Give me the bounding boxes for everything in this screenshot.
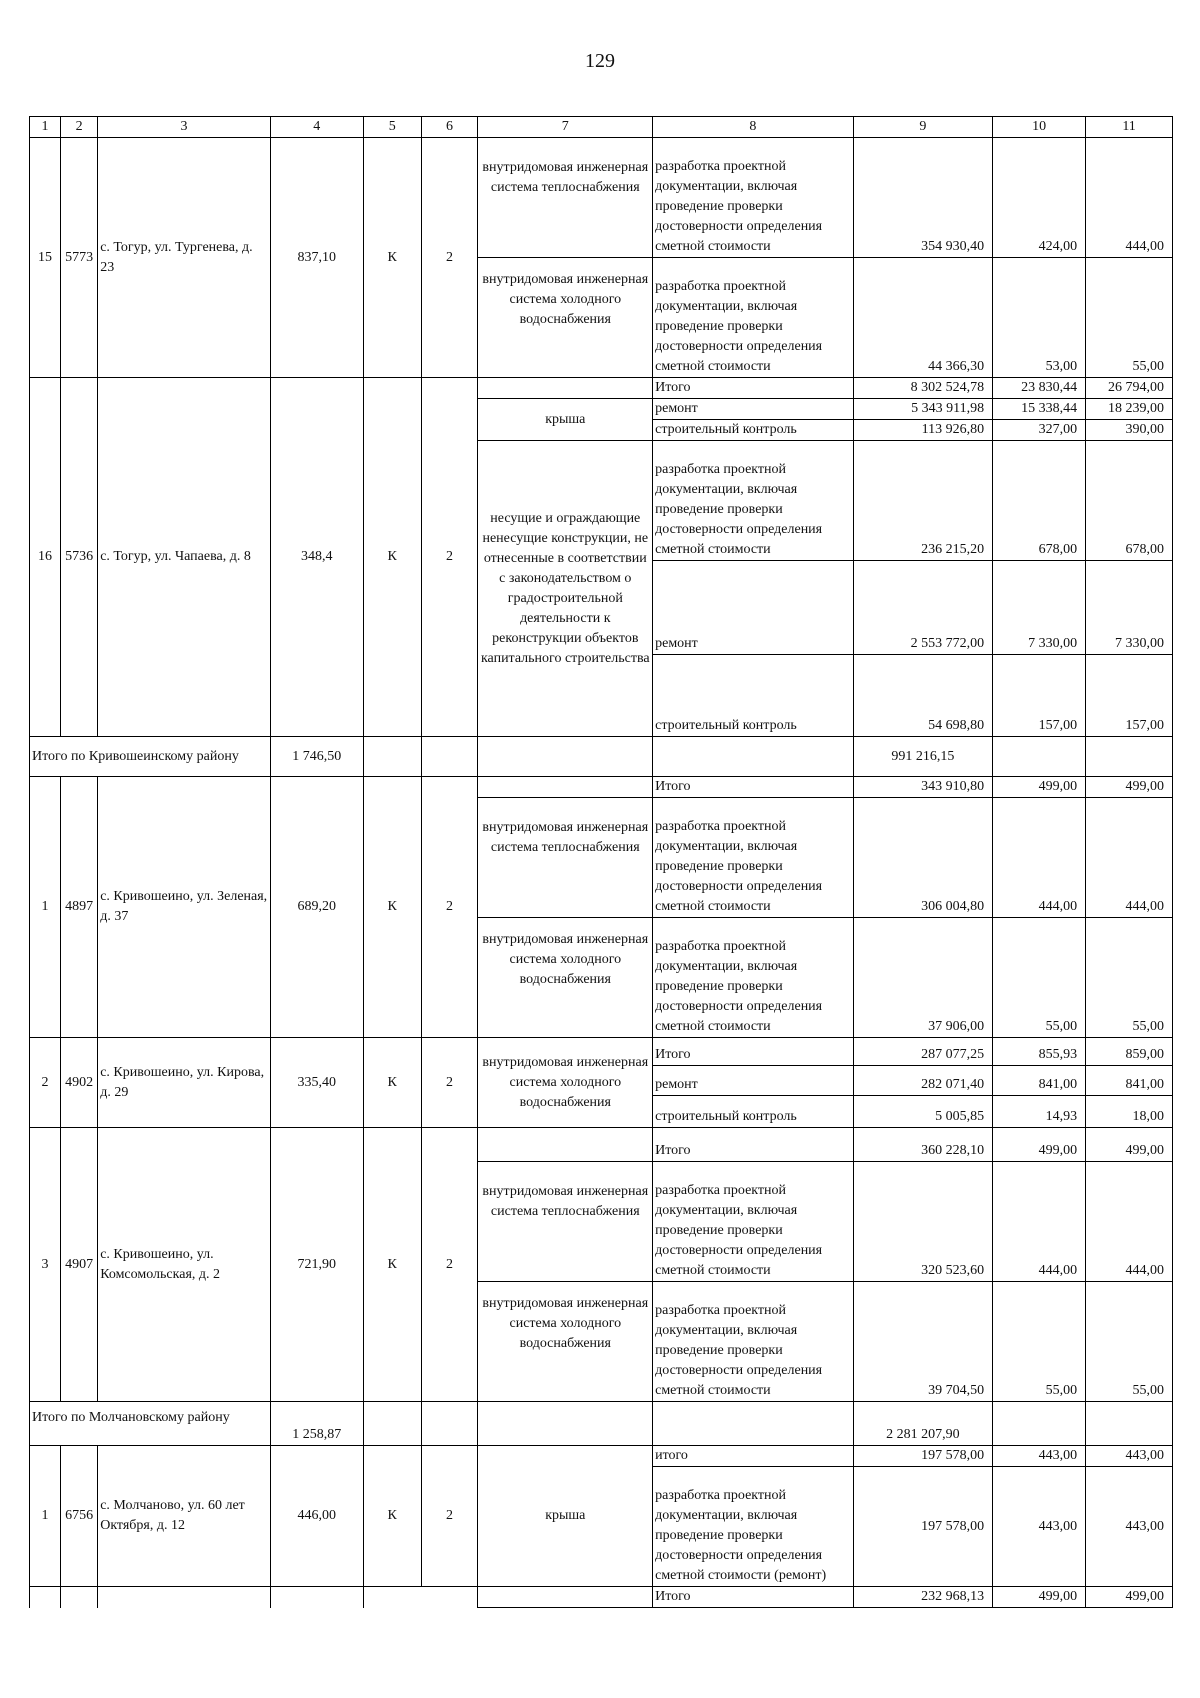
row-number: 3 (30, 1128, 61, 1402)
work-kind: разработка проектной документации, включая проведение проверки достоверности определения сметной стоимости (ремонт) (653, 1467, 853, 1587)
table-row (30, 1128, 1173, 1162)
district-subtotal-row (30, 1402, 1173, 1446)
system-name: внутридомовая инженерная система теплоснабжения (478, 1162, 653, 1282)
system-name: внутридомовая инженерная система холодного водоснабжения (478, 918, 653, 1038)
system-name: внутридомовая инженерная система теплоснабжения (478, 798, 653, 918)
cost-total: 232 968,13 (853, 1587, 993, 1608)
work-kind: разработка проектной документации, включая проведение проверки достоверности определения сметной стоимости (653, 258, 853, 378)
cost-total: 5 343 911,98 (853, 399, 993, 420)
table-row-partial (30, 1587, 1173, 1608)
column-number: 10 (993, 117, 1086, 138)
cost-per-sqm: 499,00 (993, 777, 1086, 798)
row-number: 1 (30, 777, 61, 1038)
address: с. Молчаново, ул. 60 лет Октября, д. 12 (98, 1446, 271, 1587)
empty-cell (363, 1402, 421, 1446)
cost-limit: 55,00 (1086, 1282, 1173, 1402)
house-id: 5773 (61, 138, 98, 378)
empty-cell (421, 1402, 478, 1446)
cost-per-sqm: 424,00 (993, 138, 1086, 258)
house-id: 4902 (61, 1038, 98, 1128)
empty-cell (653, 1402, 853, 1446)
empty-cell (270, 1587, 363, 1608)
cost-per-sqm: 499,00 (993, 1587, 1086, 1608)
empty-cell (993, 737, 1086, 777)
area: 689,20 (270, 777, 363, 1038)
page-number: 129 (585, 50, 615, 72)
stage: 2 (421, 1128, 478, 1402)
work-kind: разработка проектной документации, включая проведение проверки достоверности определения сметной стоимости (653, 918, 853, 1038)
repair-program-table (29, 116, 1173, 1608)
row-number: 2 (30, 1038, 61, 1128)
cost-per-sqm: 55,00 (993, 1282, 1086, 1402)
cost-limit: 18 239,00 (1086, 399, 1173, 420)
column-number: 2 (61, 117, 98, 138)
cost-limit: 443,00 (1086, 1446, 1173, 1467)
stage: 2 (421, 777, 478, 1038)
work-kind: ремонт (653, 561, 853, 655)
work-kind: строительный контроль (653, 655, 853, 737)
system-name-empty (478, 378, 653, 399)
cost-limit: 499,00 (1086, 777, 1173, 798)
table-row (30, 777, 1173, 798)
system-name: внутридомовая инженерная система холодного водоснабжения (478, 258, 653, 378)
area: 721,90 (270, 1128, 363, 1402)
column-number: 11 (1086, 117, 1173, 138)
cost-per-sqm: 157,00 (993, 655, 1086, 737)
empty-cell (363, 737, 421, 777)
area: 837,10 (270, 138, 363, 378)
work-kind: итого (653, 1446, 853, 1467)
cost-limit: 444,00 (1086, 798, 1173, 918)
cost-limit: 678,00 (1086, 441, 1173, 561)
cost-total: 236 215,20 (853, 441, 993, 561)
method: К (363, 1038, 421, 1128)
cost-limit: 157,00 (1086, 655, 1173, 737)
table-row (30, 378, 1173, 399)
column-number: 6 (421, 117, 478, 138)
column-number: 1 (30, 117, 61, 138)
cost-per-sqm: 327,00 (993, 420, 1086, 441)
cost-per-sqm: 7 330,00 (993, 561, 1086, 655)
empty-cell (993, 1402, 1086, 1446)
cost-per-sqm: 53,00 (993, 258, 1086, 378)
district-subtotal-label: Итого по Молчановскому району (30, 1402, 271, 1446)
cost-total: 2 553 772,00 (853, 561, 993, 655)
empty-cell (421, 737, 478, 777)
cost-limit: 444,00 (1086, 138, 1173, 258)
row-number: 16 (30, 378, 61, 737)
cost-per-sqm: 15 338,44 (993, 399, 1086, 420)
column-number: 5 (363, 117, 421, 138)
cost-total: 44 366,30 (853, 258, 993, 378)
cost-total: 360 228,10 (853, 1128, 993, 1162)
district-cost-total: 2 281 207,90 (853, 1402, 993, 1446)
address: с. Тогур, ул. Чапаева, д. 8 (98, 378, 271, 737)
cost-total: 320 523,60 (853, 1162, 993, 1282)
method: К (363, 777, 421, 1038)
cost-limit: 443,00 (1086, 1467, 1173, 1587)
cost-total: 287 077,25 (853, 1038, 993, 1066)
cost-total: 8 302 524,78 (853, 378, 993, 399)
column-number: 9 (853, 117, 993, 138)
stage: 2 (421, 1038, 478, 1128)
stage: 2 (421, 1446, 478, 1587)
empty-cell (1086, 737, 1173, 777)
cost-limit: 7 330,00 (1086, 561, 1173, 655)
system-name: крыша (478, 399, 653, 441)
cost-per-sqm: 23 830,44 (993, 378, 1086, 399)
system-name: крыша (478, 1446, 653, 1587)
system-name: внутридомовая инженерная система холодного водоснабжения (478, 1282, 653, 1402)
cost-total: 197 578,00 (853, 1446, 993, 1467)
cost-limit: 55,00 (1086, 918, 1173, 1038)
empty-cell (98, 1587, 271, 1608)
row-number: 15 (30, 138, 61, 378)
cost-limit: 444,00 (1086, 1162, 1173, 1282)
cost-per-sqm: 443,00 (993, 1446, 1086, 1467)
cost-total: 5 005,85 (853, 1096, 993, 1128)
empty-cell (1086, 1402, 1173, 1446)
cost-total: 306 004,80 (853, 798, 993, 918)
cost-limit: 26 794,00 (1086, 378, 1173, 399)
empty-cell (61, 1587, 98, 1608)
area: 348,4 (270, 378, 363, 737)
column-number: 4 (270, 117, 363, 138)
district-cost-total: 991 216,15 (853, 737, 993, 777)
cost-limit: 499,00 (1086, 1128, 1173, 1162)
house-id: 5736 (61, 378, 98, 737)
cost-total: 54 698,80 (853, 655, 993, 737)
cost-limit: 18,00 (1086, 1096, 1173, 1128)
district-subtotal-row (30, 737, 1173, 777)
cost-per-sqm: 499,00 (993, 1128, 1086, 1162)
method: К (363, 138, 421, 378)
table-row (30, 1446, 1173, 1467)
stage: 2 (421, 138, 478, 378)
system-name: внутридомовая инженерная система холодного водоснабжения (478, 1038, 653, 1128)
cost-per-sqm: 841,00 (993, 1066, 1086, 1096)
address: с. Тогур, ул. Тургенева, д. 23 (98, 138, 271, 378)
column-number: 8 (653, 117, 853, 138)
empty-cell (478, 1402, 653, 1446)
cost-total: 354 930,40 (853, 138, 993, 258)
cost-per-sqm: 678,00 (993, 441, 1086, 561)
work-kind: разработка проектной документации, включая проведение проверки достоверности определения сметной стоимости (653, 798, 853, 918)
work-kind: строительный контроль (653, 1096, 853, 1128)
method: К (363, 378, 421, 737)
row-number: 1 (30, 1446, 61, 1587)
method: К (363, 1446, 421, 1587)
cost-total: 197 578,00 (853, 1467, 993, 1587)
cost-total: 113 926,80 (853, 420, 993, 441)
house-id: 4897 (61, 777, 98, 1038)
empty-cell (363, 1587, 421, 1608)
work-kind: Итого (653, 378, 853, 399)
system-name-empty (478, 1128, 653, 1162)
cost-limit: 859,00 (1086, 1038, 1173, 1066)
work-kind: разработка проектной документации, включая проведение проверки достоверности определения сметной стоимости (653, 1162, 853, 1282)
area: 335,40 (270, 1038, 363, 1128)
system-name-empty (478, 777, 653, 798)
work-kind: разработка проектной документации, включая проведение проверки достоверности определения сметной стоимости (653, 441, 853, 561)
cost-total: 39 704,50 (853, 1282, 993, 1402)
empty-cell (478, 737, 653, 777)
cost-limit: 55,00 (1086, 258, 1173, 378)
work-kind: ремонт (653, 399, 853, 420)
work-kind: ремонт (653, 1066, 853, 1096)
work-kind: строительный контроль (653, 420, 853, 441)
house-id: 6756 (61, 1446, 98, 1587)
cost-per-sqm: 14,93 (993, 1096, 1086, 1128)
system-name: внутридомовая инженерная система теплоснабжения (478, 138, 653, 258)
work-kind: Итого (653, 1038, 853, 1066)
cost-total: 343 910,80 (853, 777, 993, 798)
work-kind: Итого (653, 1128, 853, 1162)
address: с. Кривошеино, ул. Зеленая, д. 37 (98, 777, 271, 1038)
cost-limit: 841,00 (1086, 1066, 1173, 1096)
work-kind: Итого (653, 1587, 853, 1608)
district-subtotal-label: Итого по Кривошеинскому району (30, 737, 271, 777)
cost-limit: 390,00 (1086, 420, 1173, 441)
work-kind: разработка проектной документации, включая проведение проверки достоверности определения сметной стоимости (653, 138, 853, 258)
district-area: 1 746,50 (270, 737, 363, 777)
column-numbers-row (30, 117, 1173, 138)
stage: 2 (421, 378, 478, 737)
cost-per-sqm: 855,93 (993, 1038, 1086, 1066)
cost-limit: 499,00 (1086, 1587, 1173, 1608)
address: с. Кривошеино, ул. Кирова, д. 29 (98, 1038, 271, 1128)
table-row (30, 138, 1173, 258)
work-kind: Итого (653, 777, 853, 798)
system-name: несущие и ограждающие ненесущие конструкции, не отнесенные в соответствии с законодательством о градостроительной деятельности к реконструкции объектов капитального строительства (478, 441, 653, 737)
work-kind: разработка проектной документации, включая проведение проверки достоверности определения сметной стоимости (653, 1282, 853, 1402)
method: К (363, 1128, 421, 1402)
empty-cell (653, 737, 853, 777)
system-name-empty (478, 1587, 653, 1608)
table-row (30, 1038, 1173, 1066)
area: 446,00 (270, 1446, 363, 1587)
cost-per-sqm: 444,00 (993, 1162, 1086, 1282)
house-id: 4907 (61, 1128, 98, 1402)
empty-cell (421, 1587, 478, 1608)
cost-total: 282 071,40 (853, 1066, 993, 1096)
empty-cell (30, 1587, 61, 1608)
cost-per-sqm: 443,00 (993, 1467, 1086, 1587)
cost-per-sqm: 444,00 (993, 798, 1086, 918)
column-number: 7 (478, 117, 653, 138)
district-area: 1 258,87 (270, 1402, 363, 1446)
cost-per-sqm: 55,00 (993, 918, 1086, 1038)
cost-total: 37 906,00 (853, 918, 993, 1038)
address: с. Кривошеино, ул. Комсомольская, д. 2 (98, 1128, 271, 1402)
column-number: 3 (98, 117, 271, 138)
